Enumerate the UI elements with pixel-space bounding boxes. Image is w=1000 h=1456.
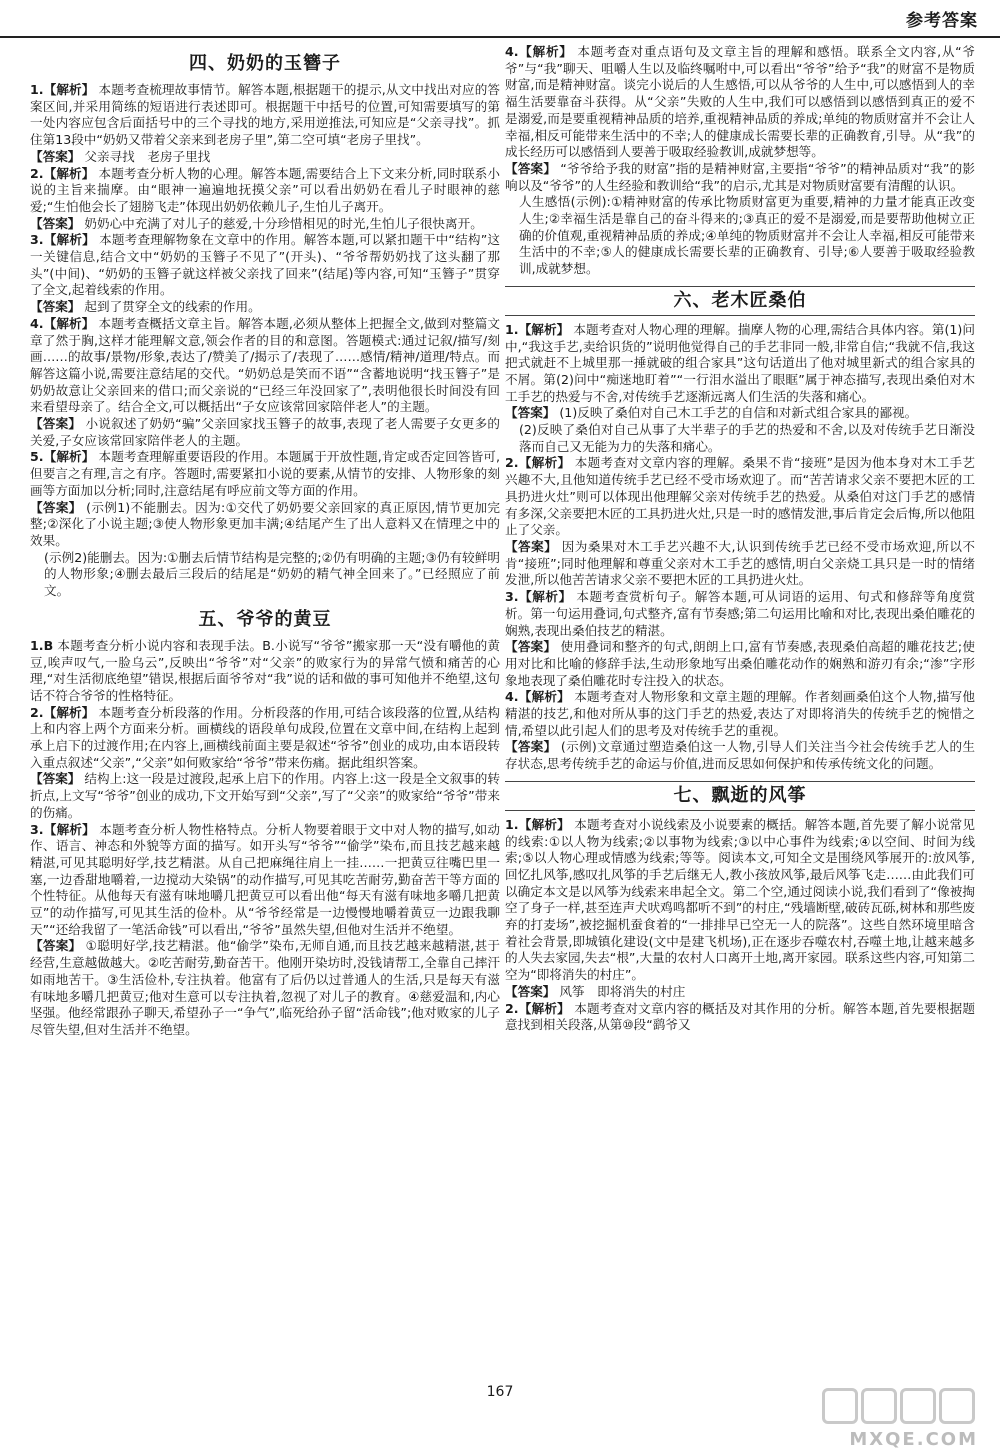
question-number: 1. bbox=[30, 82, 44, 97]
item-tag: 【解析】 bbox=[43, 315, 95, 331]
item-text: 本题考查分析人物性格特点。分析人物要着眼于文中对人物的描写,如动作、语言、神态和外貌等方面的描写。如开头写“爷爷”“偷学”染布,而且技艺越来越精湛,可见其聪明好学,技艺精湛。从自己把麻绳往肩上一挂……一把黄豆往嘴巴里一塞,一边香甜地嚼着,一边搅动大染锅”的动作描写,可见其吃苦耐劳,勤奋苦干等方面的个性特征。从他每天有滋有味地嚼几把黄豆可以看出他“每天有滋有味地多嚼几把黄豆”的动作描写,可见其生活的俭朴。从“爷爷经常是一边慢慢地嚼着黄豆一边跟我聊天”“还给我留了一笔活命钱”可以看出,“爷爷”虽然失望,但他对生活并不绝望。 bbox=[30, 821, 500, 937]
item-text: 本题考查对文章内容的概括及对其作用的分析。解答本题,首先要根据题意找到相关段落,从第⑩段“鹞爷又 bbox=[505, 1000, 975, 1033]
item-tag: 【答案】 bbox=[505, 538, 558, 554]
question-number: 4. bbox=[505, 44, 519, 59]
item-tag: 【答案】 bbox=[30, 416, 82, 432]
answer-item bbox=[505, 161, 975, 194]
item-tag: 【解析】 bbox=[518, 455, 571, 471]
item-text: ①聪明好学,技艺精湛。他“偷学”染布,无师自通,而且技艺越来越精湛,甚于经营,生意越做越大。②吃苦耐劳,勤奋苦干。他刚开染坊时,没钱请帮工,全靠自己摔汗如雨地苦干。③生活俭朴,专注执着。他富有了后仍以过普通人的生活,只是每天有滋有味地多嚼几把黄豆;他对生意可以专注执着,忽视了对儿子的教育。④慈爱温和,内心坚强。他经常跟孙子聊天,希望孙子一“争气”,临死给孙子留“活命钱”;他对败家的儿子尽管失望,但对生活并不绝望。 bbox=[30, 938, 501, 1037]
watermark-url: MXQE.COM bbox=[849, 1429, 978, 1450]
item-tag: 【解析】 bbox=[518, 1000, 570, 1016]
answer-item bbox=[30, 416, 500, 449]
item-text: (1)反映了桑伯对自己木工手艺的自信和对新式组合家具的鄙视。 bbox=[559, 405, 918, 421]
answer-item bbox=[30, 216, 500, 233]
item-text: (2)反映了桑伯对自己从事了大半辈子的手艺的热爱和不舍,以及对传统手艺日渐没落而自己又无能为力的失落和痛心。 bbox=[519, 422, 975, 454]
item-tag: 【答案】 bbox=[505, 160, 557, 176]
question-number: 1. bbox=[30, 637, 44, 653]
item-tag: B bbox=[43, 637, 54, 653]
item-text: 本题考查梳理故事情节。解答本题,根据题干的提示,从文中找出对应的答案区间,并采用简练的短语进行表述即可。根据题干中括号的位置,可知需要填写的第一处内容应包含后面括号中的三个寻找的地方,采用逆推法,可知应是“父亲寻找”。抓住第13段中“奶奶又带着父亲来到老房子里”,第二空可填“老房子里找”。 bbox=[30, 82, 500, 148]
item-tag: 【解析】 bbox=[518, 44, 573, 59]
answer-item bbox=[30, 500, 500, 550]
item-tag: 【解析】 bbox=[518, 589, 572, 605]
item-text: 本题考查对重点语句及文章主旨的理解和感悟。联系全文内容,从“爷爷”与“我”聊天、咀嚼人生以及临终嘱咐中,可以看出“爷爷”给予“我”的财富不是物质财富,而是精神财富。谈完小说后的人生感悟,可以从爷爷的人生中,可以感悟到人的幸福生活要靠奋斗获得。从“父亲”失败的人生中,我们可以感悟到以感悟到真正的爱不是溺爱,而是要重视精神品质的培养,重视精神品质的养成;单纯的物质财富并不会让人幸福,相反可能带来生活中的不幸;人的健康成长需要长辈的正确教育,引导。从“我”的成长经历可以感悟到人要善于吸取经验教训,成就梦想等。 bbox=[505, 44, 975, 160]
item-tag: 【答案】 bbox=[30, 215, 81, 231]
question-number: 5. bbox=[30, 449, 44, 465]
item-text: 奶奶心中充满了对儿子的慈爱,十分珍惜相见的时光,生怕儿子很快离开。 bbox=[84, 215, 483, 231]
item-text: 本题考查概括文章主旨。解答本题,必须从整体上把握全文,做到对整篇文章了然于胸,这样才能理解文意,领会作者的目的和意图。答题模式:通过记叙/描写/刻画……的故事/景物/形象,表达了/赞美了/揭示了/表现了……感情/精神/道理/特点。而解答这篇小说,需要注意结尾的交代。“奶奶总是笑而不语”“含蓄地说明“找玉簪子”是奶奶故意让父亲回来的借口;而父亲说的“已经三年没回家了”,表明他很长时间没有回来看望母亲了。结合全文,可以概括出“子女应该常回家陪伴老人”的主题。 bbox=[30, 315, 500, 415]
section-title: 四、奶奶的玉簪子 bbox=[189, 53, 341, 74]
item-tag: 【答案】 bbox=[30, 499, 82, 515]
item-tag: 【解析】 bbox=[43, 704, 95, 720]
analysis-item bbox=[505, 322, 975, 406]
item-text: 本题考查对小说线索及小说要素的概括。解答本题,首先要了解小说常见的线索:①以人物为线索;②以事物为线索;③以中心事件为线索;④以空间、时间为线索;⑤以人物心理或情感为线索;等等。阅读本文,可知全文是围绕风筝展开的:放风筝,回忆扎风筝,感叹扎风筝的手艺后继无人,教小孩放风筝,最后风筝飞走……由此我们可以确定本文是以风筝为线索来串起全文。第二个空,通过阅读小说,我们看到了“像被掏空了身子一样,甚至连声犬吠鸡鸣都听不到”的村庄,“残墙断壁,破砖瓦砾,树林和那些废弃的打麦场”,被挖掘机蚕食着的“一排排早已空无一人的院落”。这些自然环境里暗含着社会背景,即城镇化建设(文中是建飞机场),正在逐步吞噬农村,吞噬土地,让越来越多的人失去家园,失去“根”,大量的农村人口离开土地,离开家园。联系这些内容,可知第二空为“即将消失的村庄”。 bbox=[505, 816, 975, 983]
analysis-item bbox=[30, 705, 500, 772]
item-tag: 【答案】 bbox=[505, 739, 557, 755]
question-number: 4. bbox=[30, 315, 44, 331]
left-column bbox=[30, 44, 500, 1039]
analysis-item bbox=[505, 455, 975, 539]
analysis-item bbox=[30, 232, 500, 299]
analysis-item bbox=[505, 44, 975, 161]
answer-item bbox=[505, 739, 975, 772]
question-number: 1. bbox=[505, 321, 519, 337]
item-text: 结构上:这一段是过渡段,起承上启下的作用。内容上:这一段是全文叙事的转折点,上文写“爷爷”创业的成功,下文开始写到“父亲”,写了“父亲”的败家给“爷爷”带来的伤痛。 bbox=[30, 771, 500, 820]
answer-item bbox=[505, 984, 975, 1001]
answer-item bbox=[505, 539, 975, 589]
question-number: 3. bbox=[30, 821, 44, 837]
answer-item bbox=[30, 771, 500, 821]
item-text: 使用叠词和整齐的句式,朗朗上口,富有节奏感,表现桑伯高超的雕花技艺;使用对比和比喻的修辞手法,生动形象地写出桑伯雕花动作的娴熟和游刃有余;“渗”字形象地表现了桑伯雕花时专注投入的状态。 bbox=[505, 639, 975, 688]
analysis-item bbox=[30, 82, 500, 149]
item-text: (示例)文章通过塑造桑伯这一人物,引导人们关注当今社会传统手艺人的生存状态,思考传统手艺的命运与价值,进而反思如何保护和传承传统文化的问题。 bbox=[505, 739, 975, 772]
item-text: 本题考查对文章内容的理解。桑果不肯“接班”是因为他本身对木工手艺兴趣不大,且他知道传统手艺已经不受市场欢迎了。而“苦苦请求父亲不要把木匠的工具扔进火灶”则可以体现出他理解父亲对传统手艺的热爱。从桑伯对这门手艺的感情有多深,父亲要把木匠的工具扔进火灶,只是一时的感情发泄,事后肯定会后悔,所以他阻止了父亲。 bbox=[505, 455, 975, 538]
item-tag: 【解析】 bbox=[43, 165, 95, 181]
question-number: 3. bbox=[505, 589, 519, 605]
item-tag: 【答案】 bbox=[505, 639, 557, 655]
analysis-item bbox=[30, 822, 500, 939]
analysis-item bbox=[505, 194, 975, 278]
item-text: 小说叙述了奶奶“骗”父亲回家找玉簪子的故事,表现了老人需要子女更多的关爱,子女应该常回家陪伴老人的主题。 bbox=[30, 416, 500, 448]
answer-item bbox=[505, 405, 975, 422]
item-text: 本题考查理解物象在文章中的作用。解答本题,可以紧扣题干中“结构”这一关键信息,结合文中“奶奶的玉簪子不见了”(开头)、“爷爷帮奶奶找了这头翻了那头”(中间)、“奶奶的玉簪子就这样被父亲找了回来”(结尾)等内容,可知“玉簪子”贯穿了全文,起着线索的作用。 bbox=[30, 232, 500, 298]
item-tag: 【答案】 bbox=[505, 405, 556, 421]
item-text: “爷爷给予我的财富”指的是精神财富,主要指“爷爷”的精神品质对“我”的影响以及“爷爷”的人生经验和教训给“我”的启示,尤其是对物质财富要有清醒的认识。 bbox=[505, 160, 975, 193]
question-number: 2. bbox=[505, 1000, 519, 1016]
watermark-glyph-icon bbox=[822, 1388, 858, 1424]
item-tag: 【解析】 bbox=[43, 821, 95, 837]
right-column bbox=[505, 44, 975, 1034]
watermark-glyph-icon bbox=[861, 1388, 897, 1424]
analysis-item bbox=[30, 316, 500, 416]
item-text: 本题考查对人物形象和文章主题的理解。作者刻画桑伯这个人物,描写他精湛的技艺,和他对所从事的这门手艺的热爱,表达了对即将消失的传统手艺的惋惜之情,希望以此引起人们的思考及对传统手艺的重视。 bbox=[505, 689, 975, 738]
question-number: 4. bbox=[505, 689, 519, 705]
answer-item bbox=[505, 639, 975, 689]
analysis-item bbox=[30, 550, 500, 600]
page-number: 167 bbox=[486, 1384, 514, 1400]
watermark-logo bbox=[822, 1388, 982, 1450]
question-number: 1. bbox=[505, 816, 519, 832]
item-text: 人生感悟(示例):①精神财富的传承比物质财富更为重要,精神的力量才能真正改变人生;②幸福生活是靠自己的奋斗得来的;③真正的爱不是溺爱,而是要帮助他树立正确的价值观,重视精神品质的养成;④单纯的物质财富并不会让人幸福,相反可能带来生活中的不幸;⑤人的健康成长需要长辈的正确教育、引导;⑥人要善于吸取经验教训,成就梦想。 bbox=[519, 194, 975, 277]
analysis-item bbox=[505, 689, 975, 739]
question-number: 2. bbox=[30, 704, 44, 720]
item-text: 本题考查理解重要语段的作用。本题属于开放性题,肯定或否定回答皆可,但要言之有理,言之有序。答题时,需要紧扣小说的要素,从情节的安排、人物形象的刻画等方面加以分析;同时,注意结尾有呼应前文等方面的作用。 bbox=[30, 449, 500, 498]
question-number: 3. bbox=[30, 232, 44, 248]
header-rule bbox=[0, 36, 1000, 38]
item-text: 因为桑果对木工手艺兴趣不大,认识到传统手艺已经不受市场欢迎,所以不肯“接班”;同时他理解和尊重父亲对木工手艺的感情,明白父亲烧工具只是一时的情绪发泄,所以他苦苦请求父亲不要把木匠的工具扔进火灶。 bbox=[505, 538, 975, 588]
item-tag: 【解析】 bbox=[518, 321, 570, 337]
section-title: 七、飘逝的风筝 bbox=[505, 781, 975, 811]
analysis-item bbox=[30, 166, 500, 216]
watermark-glyph-icon bbox=[900, 1388, 936, 1424]
item-tag: 【解析】 bbox=[518, 816, 570, 832]
answer-item bbox=[30, 299, 500, 316]
item-text: (示例2)能删去。因为:①删去后情节结构是完整的;②仍有明确的主题;③仍有较鲜明的人物形象;④删去最后三段后的结尾是“奶奶的精气神全回来了。”已经照应了前文。 bbox=[44, 549, 500, 599]
header-title: 参考答案 bbox=[906, 11, 978, 31]
item-text: 本题考查分析小说内容和表现手法。B.小说写“爷爷”搬家那一天“没有嚼他的黄豆,唉声叹气,一脸乌云”,反映出“爷爷”对“父亲”的败家行为的异常气愤和痛苦的心理,“对生活彻底绝望”错误,根据后面爷爷对“我”说的话和做的事可知他并不绝望,这句话不符合爷爷的性格特征。 bbox=[30, 637, 500, 703]
item-tag: 【答案】 bbox=[505, 983, 556, 999]
section-title: 五、爷爷的黄豆 bbox=[198, 608, 332, 630]
item-tag: 【答案】 bbox=[30, 299, 81, 315]
item-text: 本题考查对人物心理的理解。揣摩人物的心理,需结合具体内容。第(1)问中,“我这手艺,卖给识货的”说明他觉得自己的手艺非同一般,非常自信;“我就不信,我这把式就赶不上城里那一捶就破的组合家具”这句话道出了他对城里新式的组合家具的不屑。第(2)问中“痴迷地盯着”“一行泪水溢出了眼眶”属于神态描写,表现出桑伯对木工手艺的热爱与不舍,对传统手艺逐渐远离人们生活的失落和痛心。 bbox=[505, 321, 976, 404]
item-tag: 【解析】 bbox=[518, 689, 570, 705]
question-number: 2. bbox=[30, 165, 44, 181]
item-tag: 【解析】 bbox=[43, 82, 95, 97]
section-title: 六、老木匠桑伯 bbox=[505, 286, 975, 316]
analysis-item bbox=[505, 1001, 975, 1034]
item-text: 起到了贯穿全文的线索的作用。 bbox=[84, 299, 261, 315]
analysis-item bbox=[505, 589, 975, 639]
item-text: 本题考查赏析句子。解答本题,可从词语的运用、句式和修辞等角度赏析。第一句运用叠词,句式整齐,富有节奏感;第二句运用比喻和对比,表现出桑伯雕花的娴熟,表现出桑伯技艺的精湛。 bbox=[505, 589, 975, 638]
item-tag: 【解析】 bbox=[43, 449, 95, 465]
item-tag: 【答案】 bbox=[30, 148, 81, 164]
answer-item bbox=[30, 149, 500, 166]
item-text: (示例1)不能删去。因为:①交代了奶奶要父亲回家的真正原因,情节更加完整;②深化了小说主题;③使人物形象更加丰满;④结尾产生了出人意料又在情理之中的效果。 bbox=[30, 499, 500, 548]
watermark-glyph-icon bbox=[939, 1388, 975, 1424]
item-text: 本题考查分析段落的作用。分析段落的作用,可结合该段落的位置,从结构上和内容上两个方面来分析。画横线的语段单句成段,位置在文章中间,在结构上起到承上启下的过渡作用;在内容上,画横线前面主要是叙述“爷爷”创业的成功,由本语段转入重点叙述“父亲”,“父亲”如何败家给“爷爷”带来伤痛。据此组织答案。 bbox=[30, 704, 500, 770]
analysis-item bbox=[505, 817, 975, 984]
item-text: 本题考查分析人物的心理。解答本题,需要结合上下文来分析,同时联系小说的主旨来揣摩。由“眼神一遍遍地抚摸父亲”可以看出奶奶在看儿子时眼神的慈爱;“生怕他会长了翅膀飞走”体现出奶奶依赖儿子,生怕儿子离开。 bbox=[30, 165, 500, 214]
item-tag: 【答案】 bbox=[30, 938, 82, 954]
item-tag: 【答案】 bbox=[30, 771, 81, 787]
question-number: 2. bbox=[505, 455, 519, 471]
analysis-item bbox=[30, 638, 500, 705]
item-tag: 【解析】 bbox=[43, 232, 95, 248]
analysis-item bbox=[505, 422, 975, 455]
item-text: 父亲寻找 老房子里找 bbox=[84, 148, 211, 164]
answer-item bbox=[30, 938, 500, 1038]
analysis-item bbox=[30, 449, 500, 499]
item-text: 风筝 即将消失的村庄 bbox=[559, 983, 686, 999]
